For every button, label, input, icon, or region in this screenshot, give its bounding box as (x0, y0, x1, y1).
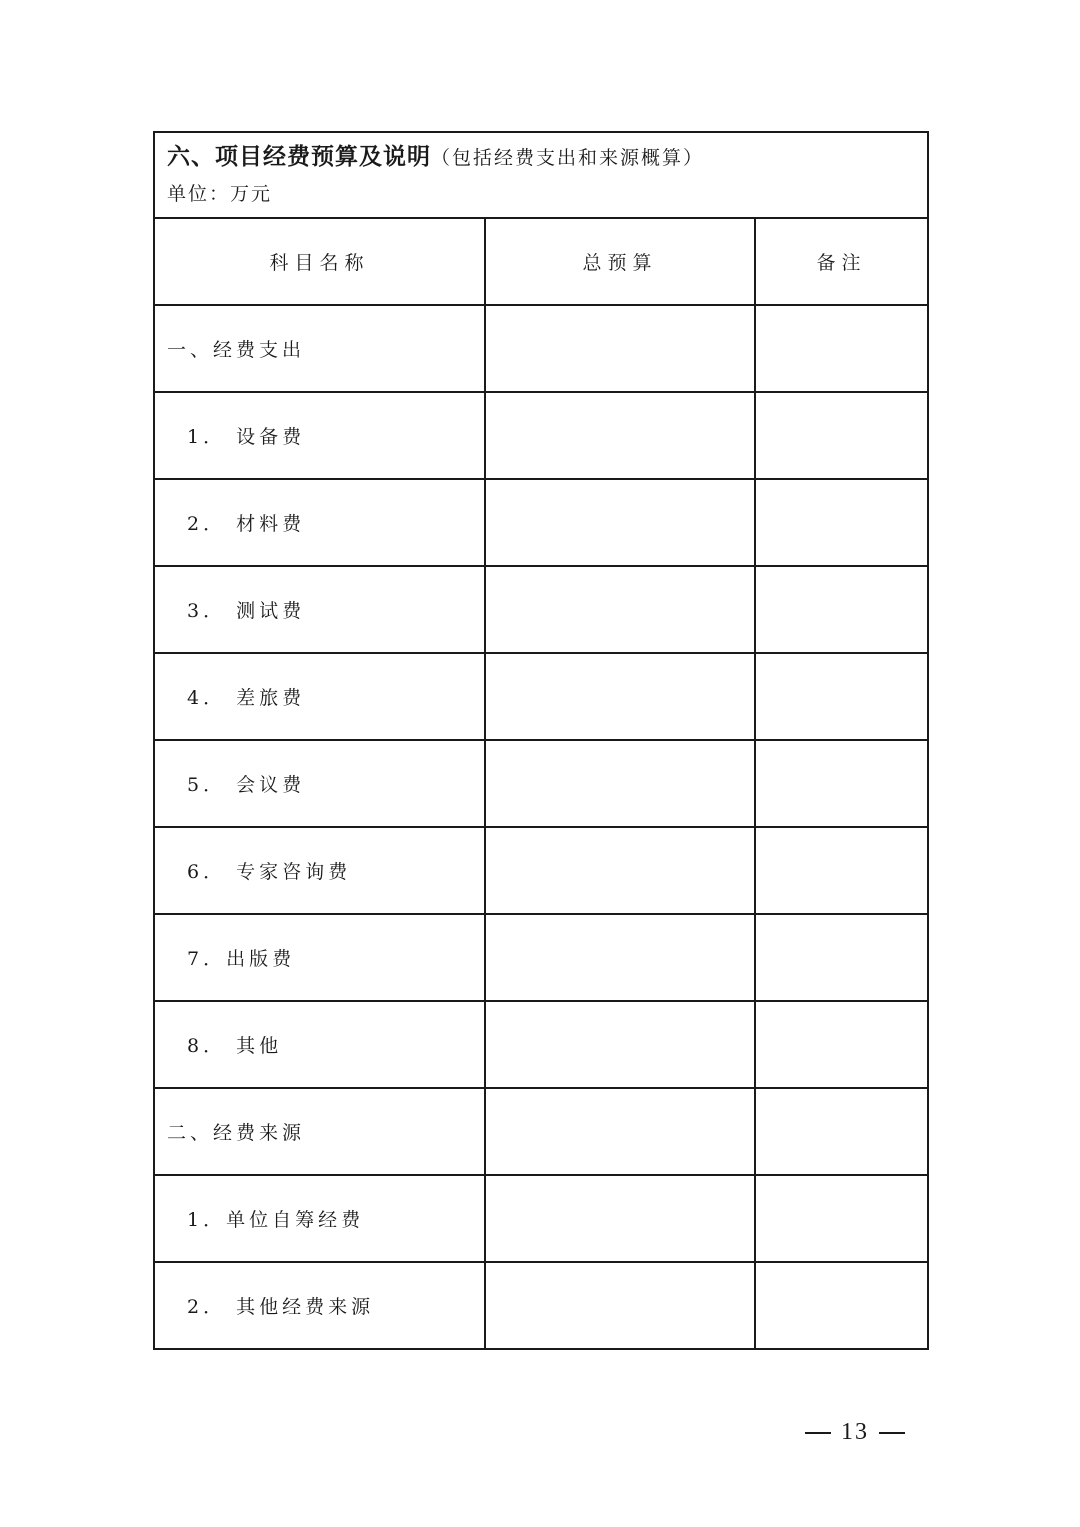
row-label-materials: 2． 材料费 (154, 479, 485, 566)
table-row (154, 305, 928, 392)
page-number-text: 13 (841, 1419, 869, 1445)
budget-cell[interactable] (485, 1262, 755, 1349)
remark-cell[interactable] (755, 914, 928, 1001)
remark-cell[interactable] (755, 653, 928, 740)
budget-table (153, 131, 929, 1350)
table-row (154, 1001, 928, 1088)
header-name: 科目名称 (154, 218, 485, 305)
budget-cell[interactable] (485, 1175, 755, 1262)
table-row (154, 653, 928, 740)
remark-cell[interactable] (755, 827, 928, 914)
row-label-meetings: 5． 会议费 (154, 740, 485, 827)
remark-cell[interactable] (755, 566, 928, 653)
row-label-travel: 4． 差旅费 (154, 653, 485, 740)
remark-cell[interactable] (755, 305, 928, 392)
table-row (154, 392, 928, 479)
table-row (154, 740, 928, 827)
budget-cell[interactable] (485, 653, 755, 740)
section-title: 六、项目经费预算及说明 (167, 142, 431, 170)
page-dash-left (805, 1432, 831, 1434)
section-heading (167, 142, 927, 173)
table-row (154, 914, 928, 1001)
budget-cell[interactable] (485, 1088, 755, 1175)
budget-cell[interactable] (485, 566, 755, 653)
page-number (795, 1419, 915, 1446)
remark-cell[interactable] (755, 1175, 928, 1262)
remark-cell[interactable] (755, 1262, 928, 1349)
budget-cell[interactable] (485, 827, 755, 914)
row-label-other-sources: 2． 其他经费来源 (154, 1262, 485, 1349)
table-row (154, 566, 928, 653)
remark-cell[interactable] (755, 1001, 928, 1088)
row-label-expenditure: 一、经费支出 (154, 305, 485, 392)
budget-cell[interactable] (485, 914, 755, 1001)
budget-cell[interactable] (485, 740, 755, 827)
row-label-consulting: 6． 专家咨询费 (154, 827, 485, 914)
row-label-publishing: 7．出版费 (154, 914, 485, 1001)
remark-cell[interactable] (755, 479, 928, 566)
budget-cell[interactable] (485, 392, 755, 479)
table-title-cell (154, 132, 928, 218)
budget-cell[interactable] (485, 305, 755, 392)
section-title-note: （包括经费支出和来源概算） (431, 146, 705, 169)
table-row (154, 479, 928, 566)
budget-cell[interactable] (485, 1001, 755, 1088)
remark-cell[interactable] (755, 740, 928, 827)
remark-cell[interactable] (755, 1088, 928, 1175)
unit-label: 单位：万元 (167, 182, 273, 205)
page-dash-right (879, 1432, 905, 1434)
table-row (154, 1175, 928, 1262)
row-label-other: 8． 其他 (154, 1001, 485, 1088)
table-row (154, 827, 928, 914)
row-label-equipment: 1． 设备费 (154, 392, 485, 479)
budget-cell[interactable] (485, 479, 755, 566)
header-remark: 备注 (755, 218, 928, 305)
row-label-self-raised: 1．单位自筹经费 (154, 1175, 485, 1262)
header-total-budget: 总预算 (485, 218, 755, 305)
row-label-testing: 3． 测试费 (154, 566, 485, 653)
row-label-funding-sources: 二、经费来源 (154, 1088, 485, 1175)
table-row (154, 1088, 928, 1175)
table-row (154, 1262, 928, 1349)
remark-cell[interactable] (755, 392, 928, 479)
